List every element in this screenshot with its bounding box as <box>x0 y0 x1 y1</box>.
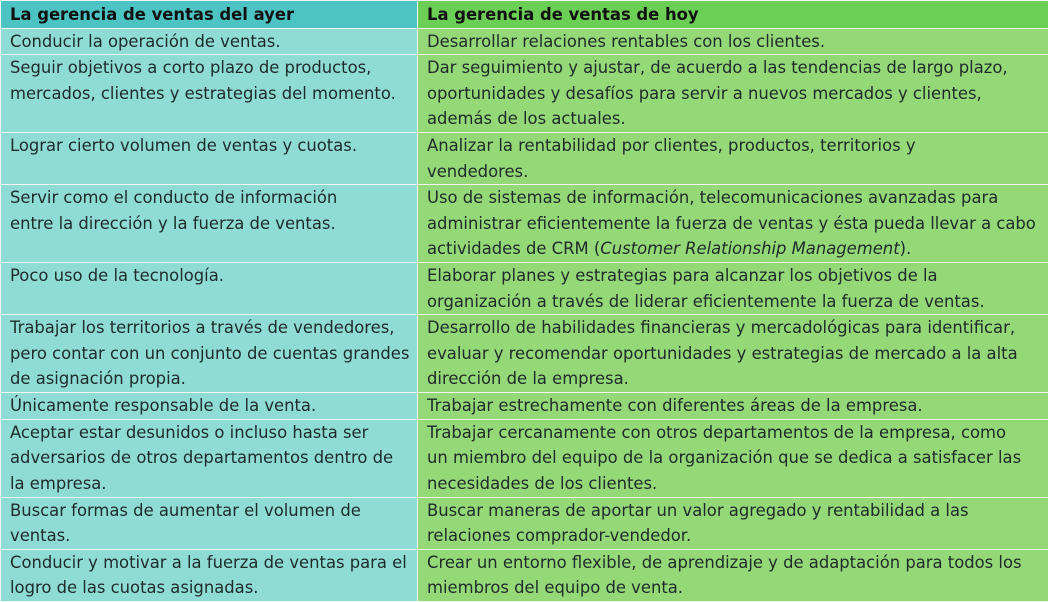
cell-yesterday: Buscar formas de aumentar el volumen de ventas. <box>1 497 418 549</box>
cell-today: Desarrollar relaciones rentables con los clientes. <box>418 28 1048 55</box>
cell-yesterday: Trabajar los territorios a través de vendedores, pero contar con un conjunto de cuentas grandes de asignación propia. <box>1 315 418 393</box>
cell-yesterday: Lograr cierto volumen de ventas y cuotas. <box>1 133 418 185</box>
table-row <box>1 133 1048 185</box>
cell-yesterday: Conducir la operación de ventas. <box>1 28 418 55</box>
cell-today: Trabajar cercanamente con otros departamentos de la empresa, como un miembro del equipo de la organización que se dedica a satisfacer las necesidades de los clientes. <box>418 419 1048 497</box>
cell-today: Analizar la rentabilidad por clientes, productos, territorios y vendedores. <box>418 133 1048 185</box>
table-row <box>1 497 1048 549</box>
cell-today: Buscar maneras de aportar un valor agregado y rentabilidad a las relaciones comprador-vendedor. <box>418 497 1048 549</box>
cell-today: Dar seguimiento y ajustar, de acuerdo a las tendencias de largo plazo, oportunidades y desafíos para servir a nuevos mercados y clientes, además de los actuales. <box>418 55 1048 133</box>
cell-today <box>418 185 1048 263</box>
cell-yesterday: Únicamente responsable de la venta. <box>1 393 418 420</box>
table-row <box>1 28 1048 55</box>
table-row <box>1 549 1048 601</box>
cell-today-text-end: ). <box>900 239 912 258</box>
table-row <box>1 419 1048 497</box>
cell-today: Trabajar estrechamente con diferentes áreas de la empresa. <box>418 393 1048 420</box>
header-row <box>1 1 1048 29</box>
cell-yesterday: Conducir y motivar a la fuerza de ventas para el logro de las cuotas asignadas. <box>1 549 418 601</box>
cell-yesterday: Servir como el conducto de información entre la dirección y la fuerza de ventas. <box>1 185 418 263</box>
header-yesterday: La gerencia de ventas del ayer <box>1 1 418 29</box>
cell-yesterday: Poco uso de la tecnología. <box>1 263 418 315</box>
table-row <box>1 55 1048 133</box>
table-row <box>1 185 1048 263</box>
cell-today-emphasis: Customer Relationship Management <box>600 239 899 258</box>
cell-today: Elaborar planes y estrategias para alcanzar los objetivos de la organización a través de liderar eficientemente la fuerza de ventas. <box>418 263 1048 315</box>
header-today: La gerencia de ventas de hoy <box>418 1 1048 29</box>
cell-yesterday: Aceptar estar desunidos o incluso hasta ser adversarios de otros departamentos dentro de la empresa. <box>1 419 418 497</box>
table-row <box>1 315 1048 393</box>
cell-today: Desarrollo de habilidades financieras y mercadológicas para identificar, evaluar y recomendar oportunidades y estrategias de mercado a la alta dirección de la empresa. <box>418 315 1048 393</box>
table-row <box>1 263 1048 315</box>
table-row <box>1 393 1048 420</box>
cell-today-text: Uso de sistemas de información, telecomunicaciones avanzadas para administrar eficientemente la fuerza de ventas y ésta pueda llevar a cabo actividades de CRM ( <box>427 188 1036 258</box>
cell-today: Crear un entorno flexible, de aprendizaje y de adaptación para todos los miembros del equipo de venta. <box>418 549 1048 601</box>
cell-yesterday: Seguir objetivos a corto plazo de productos, mercados, clientes y estrategias del momento. <box>1 55 418 133</box>
